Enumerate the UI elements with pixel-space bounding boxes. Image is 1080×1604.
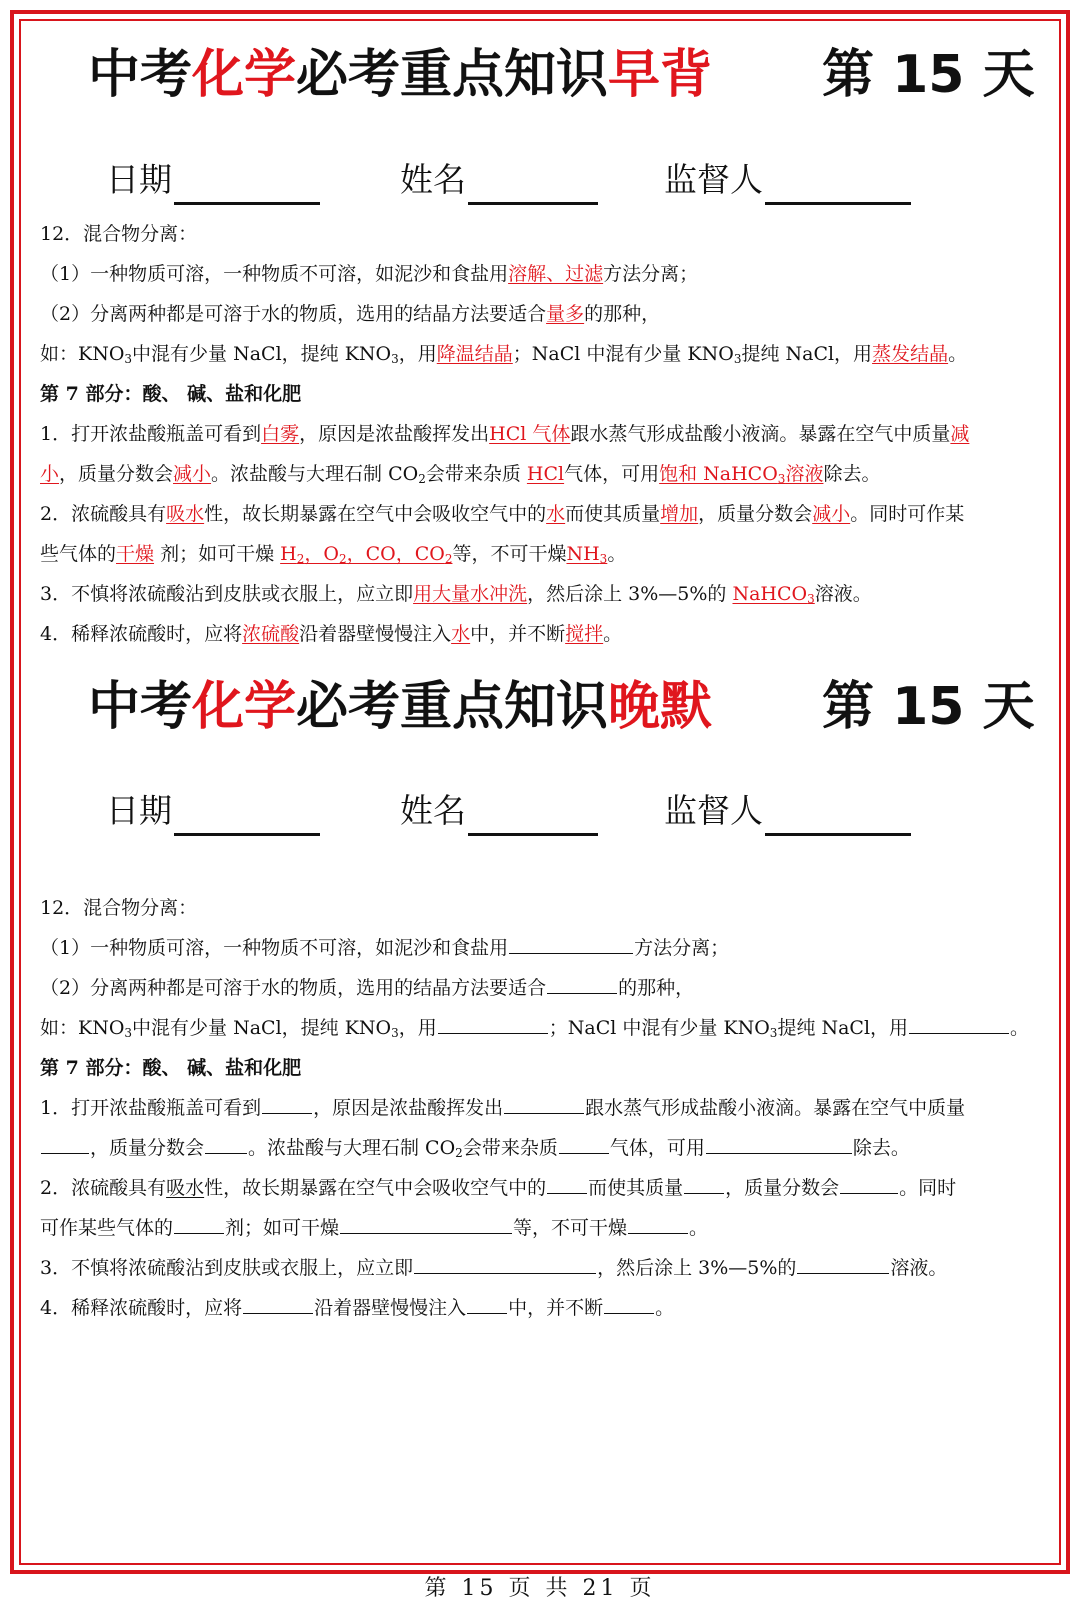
- date-field[interactable]: 日期: [106, 155, 320, 205]
- answer-blank[interactable]: [205, 1131, 247, 1154]
- part7-heading: 第 7 部分：酸、 碱、盐和化肥: [40, 383, 302, 405]
- answer-blank[interactable]: [604, 1291, 654, 1314]
- answer-blank[interactable]: [414, 1251, 596, 1274]
- answer-blank[interactable]: [509, 931, 633, 954]
- answer-blank[interactable]: [243, 1291, 313, 1314]
- evening-meta-row: [0, 786, 1080, 836]
- answer-blank[interactable]: [467, 1291, 507, 1314]
- q12-example: 如：$KNO_3$中混有少量 NaCl，提纯 $KNO_3$，用 ；NaCl 中混有少量 $KNO_3$提纯 NaCl，用 。: [40, 1008, 1045, 1048]
- p2-line-2: 些气体的干燥 剂；如可干燥 $H_2$，$O_2$，CO，$CO_2$等，不可干燥$NH_3$。: [40, 543, 627, 566]
- p4-line: 4．稀释浓硫酸时，应将 沿着器壁慢慢注入 中，并不断 。: [40, 1288, 1045, 1328]
- p2-line-1: 2．浓硫酸具有吸水性，故长期暴露在空气中会吸收空气中的水而使其质量增加，质量分数会减小。同时可作某: [40, 503, 965, 525]
- answer-blank[interactable]: [504, 1091, 584, 1114]
- evening-title: 中考化学必考重点知识晚默: [88, 677, 713, 737]
- answer-blank[interactable]: [559, 1131, 609, 1154]
- answer-blank[interactable]: [706, 1131, 852, 1154]
- q12-item-1: （1）一种物质可溶，一种物质不可溶，如泥沙和食盐用 方法分离；: [40, 928, 1045, 968]
- answer-blank[interactable]: [547, 971, 617, 994]
- answer-blank[interactable]: [340, 1211, 512, 1234]
- answer-blank[interactable]: [909, 1011, 1009, 1034]
- p2-line-1: 2．浓硫酸具有吸水性，故长期暴露在空气中会吸收空气中的 而使其质量 ，质量分数会 。同时: [40, 1168, 1045, 1208]
- morning-title-row: [0, 40, 1080, 110]
- answer-blank[interactable]: [174, 1211, 224, 1234]
- evening-day: 第 15 天: [822, 677, 1035, 737]
- p1-line-1: 1．打开浓盐酸瓶盖可看到 ，原因是浓盐酸挥发出 跟水蒸气形成盐酸小液滴。暴露在空气中质量: [40, 1088, 1045, 1128]
- answer-blank[interactable]: [628, 1211, 688, 1234]
- p3-line: 3．不慎将浓硫酸沾到皮肤或衣服上，应立即用大量水冲洗，然后涂上 3%—5%的 NaHCO$_3$溶液。: [40, 583, 872, 606]
- answer-blank[interactable]: [840, 1171, 898, 1194]
- supervisor-field[interactable]: 监督人: [664, 786, 911, 836]
- evening-content: [40, 888, 1045, 1328]
- answer-blank[interactable]: [797, 1251, 889, 1274]
- q12-heading: 12．混合物分离：: [40, 897, 198, 919]
- supervisor-field[interactable]: 监督人: [664, 155, 911, 205]
- q12-item-1: （1）一种物质可溶，一种物质不可溶，如泥沙和食盐用溶解、过滤方法分离；: [40, 263, 699, 285]
- evening-title-row: [0, 672, 1080, 742]
- q12-item-2: （2）分离两种都是可溶于水的物质，选用的结晶方法要适合 的那种，: [40, 968, 1045, 1008]
- morning-content: [40, 214, 1045, 654]
- q12-example: 如：$KNO_3$中混有少量 NaCl，提纯 $KNO_3$，用降温结晶；NaCl 中混有少量 $KNO_3$提纯 NaCl，用蒸发结晶。: [40, 343, 968, 366]
- answer-blank[interactable]: [41, 1131, 89, 1154]
- answer-blank[interactable]: [547, 1171, 587, 1194]
- p1-line-2: ，质量分数会 。浓盐酸与大理石制 $CO_2$会带来杂质 气体，可用 除去。: [40, 1128, 1045, 1168]
- name-field[interactable]: 姓名: [400, 155, 598, 205]
- morning-meta-row: [0, 155, 1080, 205]
- p3-line: 3．不慎将浓硫酸沾到皮肤或衣服上，应立即 ，然后涂上 3%—5%的 溶液。: [40, 1248, 1045, 1288]
- morning-title: 中考化学必考重点知识早背: [88, 45, 713, 105]
- q12-heading: 12．混合物分离：: [40, 223, 198, 245]
- p1-line-2: 小，质量分数会减小。浓盐酸与大理石制 $CO_2$会带来杂质 HCl气体，可用饱和 NaHCO$_3$溶液除去。: [40, 463, 881, 486]
- page-footer: 第 15 页 共 21 页: [424, 1576, 656, 1601]
- answer-blank[interactable]: [262, 1091, 312, 1114]
- answer-blank[interactable]: [684, 1171, 724, 1194]
- p1-line-1: 1．打开浓盐酸瓶盖可看到白雾，原因是浓盐酸挥发出HCl 气体跟水蒸气形成盐酸小液滴。暴露在空气中质量减: [40, 423, 970, 445]
- name-field[interactable]: 姓名: [400, 786, 598, 836]
- q12-item-2: （2）分离两种都是可溶于水的物质，选用的结晶方法要适合量多的那种，: [40, 303, 661, 325]
- morning-day: 第 15 天: [822, 45, 1035, 105]
- date-field[interactable]: 日期: [106, 786, 320, 836]
- p4-line: 4．稀释浓硫酸时，应将浓硫酸沿着器壁慢慢注入水中，并不断搅拌。: [40, 623, 623, 645]
- part7-heading: 第 7 部分：酸、 碱、盐和化肥: [40, 1057, 302, 1079]
- answer-blank[interactable]: [438, 1011, 548, 1034]
- p2-line-2: 可作某些气体的 剂；如可干燥 等，不可干燥 。: [40, 1208, 1045, 1248]
